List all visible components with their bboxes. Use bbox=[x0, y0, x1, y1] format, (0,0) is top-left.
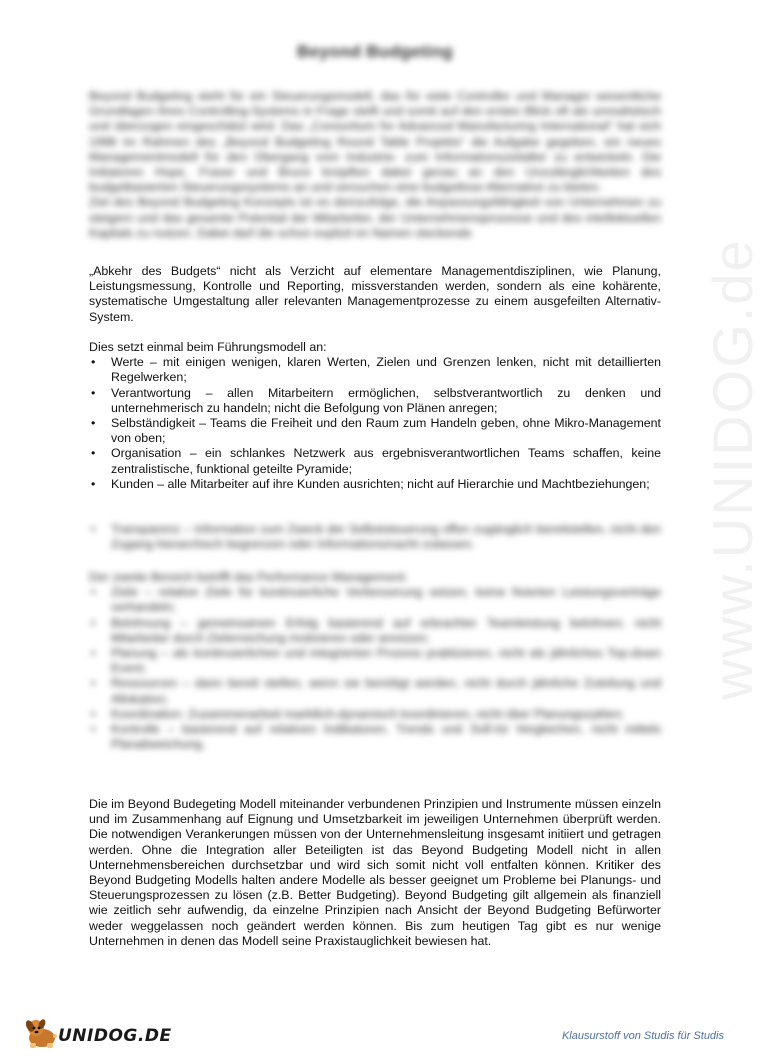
performance-section bbox=[89, 570, 661, 752]
leadership-list-continued bbox=[89, 522, 661, 552]
list-item: • Belohnung – gemeinsamen Erfolg basierend auf erbrachter Teamleistung belohnen; nicht Mitarbeiter durch Zielerreichung motivieren oder anreizen; bbox=[89, 616, 661, 646]
list-item: • Werte – mit einigen wenigen, klaren Werten, Zielen und Grenzen lenken, nicht mit detaillierten Regelwerken; bbox=[89, 355, 661, 385]
intro-paragraph-2: Ziel des Beyond Budgeting Konzepts ist es demzufolge, die Anpassungsfähigkeit von Unternehmen zu steigern und das gesamte Potential der Mitarbeiter, der Unternehmensprozesse und des intellektuellen Kapitals zu nutzen. Dabei darf die schon explizit im Namen steckende bbox=[89, 195, 661, 240]
footer-slogan: Klausurstoff von Studis für Studis bbox=[561, 1030, 724, 1042]
conclusion-section bbox=[89, 797, 661, 949]
intro-blurred bbox=[89, 89, 661, 241]
leadership-last-item bbox=[89, 522, 661, 552]
page-title: Beyond Budgeting bbox=[297, 42, 453, 61]
list-item: • Selbständigkeit – Teams die Freiheit und den Raum zum Handeln geben, ohne Mikro-Management von oben; bbox=[89, 416, 661, 446]
list-item: • Verantwortung – allen Mitarbeitern ermöglichen, selbstverantwortlich zu denken und unternehmerisch zu handeln; nicht die Befolgung von Plänen anregen; bbox=[89, 386, 661, 416]
watermark: www.UNIDOG.de bbox=[701, 238, 764, 700]
list-item: • Transparenz – Information zum Zweck der Selbststeuerung offen zugänglich bereitstellen, nicht den Zugang hierarchisch begrenzen oder Informationsmacht zulassen. bbox=[89, 522, 661, 552]
list-item: • Planung – als kontinuierlichen und integrierten Prozess praktizieren, nicht als jährliches Top-down Event; bbox=[89, 646, 661, 676]
list-item: • Koordination- Zusammenarbeit marktlich-dynamisch koordinieren, nicht über Planungszyklen; bbox=[89, 707, 661, 722]
performance-list bbox=[89, 585, 661, 752]
conclusion-paragraph: Die im Beyond Budegeting Modell miteinander verbundenen Prinzipien und Instrumente müssen einzeln und im Zusammenhang auf Eignung und Umsetzbarkeit im jeweiligen Unternehmen überprüft werden. Die notwendigen Verankerungen müssen von der Unternehmensleitung insgesamt initiiert und getragen werden. Ohne die Integration aller Beteiligten ist das Beyond Budgeting Modell nicht in allen Unternehmensbereichen durchsetzbar und wird sich somit nicht voll entfalten können. Kritiker des Beyond Budgeting Modells halten andere Modelle als besser geeignet um Probleme bei Planungs- und Steuerungsprozessen zu lösen (z.B. Better Budgeting). Beyond Budgeting gilt allgemein als finanziell wie zeitlich sehr aufwendig, da einzelne Prinzipien nach Ansicht der Beyond Budgeting Befürworter weder weggelassen noch geändert werden können. Bis zum heutigen Tag gibt es nur wenige Unternehmen in denen das Modell seine Praxistauglichkeit bewiesen hat. bbox=[89, 797, 661, 948]
list-item: • Organisation – ein schlankes Netzwerk aus ergebnisverantwortlichen Teams schaffen, keine zentralistische, funktional geteilte Pyramide; bbox=[89, 446, 661, 476]
leadership-list bbox=[89, 355, 661, 492]
list-item: • Ressourcen – dann bereit stellen, wenn sie benötigt werden, nicht durch jährliche Zuteilung und Allokation; bbox=[89, 676, 661, 706]
leadership-section bbox=[89, 340, 661, 492]
list-item: • Kontrolle – basierend auf relativen Indikatoren, Trends und Soll-Ist Vergleichen, nicht mittels Planabweichung. bbox=[89, 722, 661, 752]
dog-mascot-icon bbox=[24, 1018, 57, 1048]
intro-paragraph-1: Beyond Budgeting steht für ein Steuerungsmodell, das für viele Controller und Manager wesentliche Grundlagen ihres Controlling-Systems in Frage stellt und somit auf den ersten Blick oft als unrealistisch und überzogen eingeschätzt wird. Das „Consortium for Advanced Manufacturing International“ hat sich 1998 im Rahmen des „Beyond Budgeting Round Table Projekts“ die Aufgabe gegeben, ein neues Managementmodell für den Übergang vom Industrie- zum Informationszeitalter zu entwickeln. Die Initiatoren Hope, Fraser und Bruce knüpften dabei genau an den Unzulänglichkeiten des budgetbasierten Steuerungssystems an und versuchen eine budgetlose Alternative zu bieten. bbox=[89, 89, 661, 195]
leadership-intro: Dies setzt einmal beim Führungsmodell an: bbox=[89, 340, 327, 354]
performance-intro: Der zweite Bereich betrifft das Performance Management: bbox=[89, 570, 408, 584]
logo-text: UNIDOG.DE bbox=[58, 1026, 172, 1046]
list-item: • Ziele – relative Ziele für kontinuierliche Verbesserung setzen, keine fixierten Leistungsverträge verhandeln; bbox=[89, 585, 661, 615]
intro-visible bbox=[89, 264, 661, 325]
list-item: • Kunden – alle Mitarbeiter auf ihre Kunden ausrichten; nicht auf Hierarchie und Machtbeziehungen; bbox=[89, 477, 661, 492]
intro-paragraph-visible: „Abkehr des Budgets“ nicht als Verzicht auf elementare Managementdisziplinen, wie Planung, Leistungsmessung, Kontrolle und Reporting, missverstanden werden, sondern als eine kohärente, systematische Umgestaltung aller relevanten Managementprozesse zu einem ausgefeilten Alternativ-System. bbox=[89, 264, 661, 324]
